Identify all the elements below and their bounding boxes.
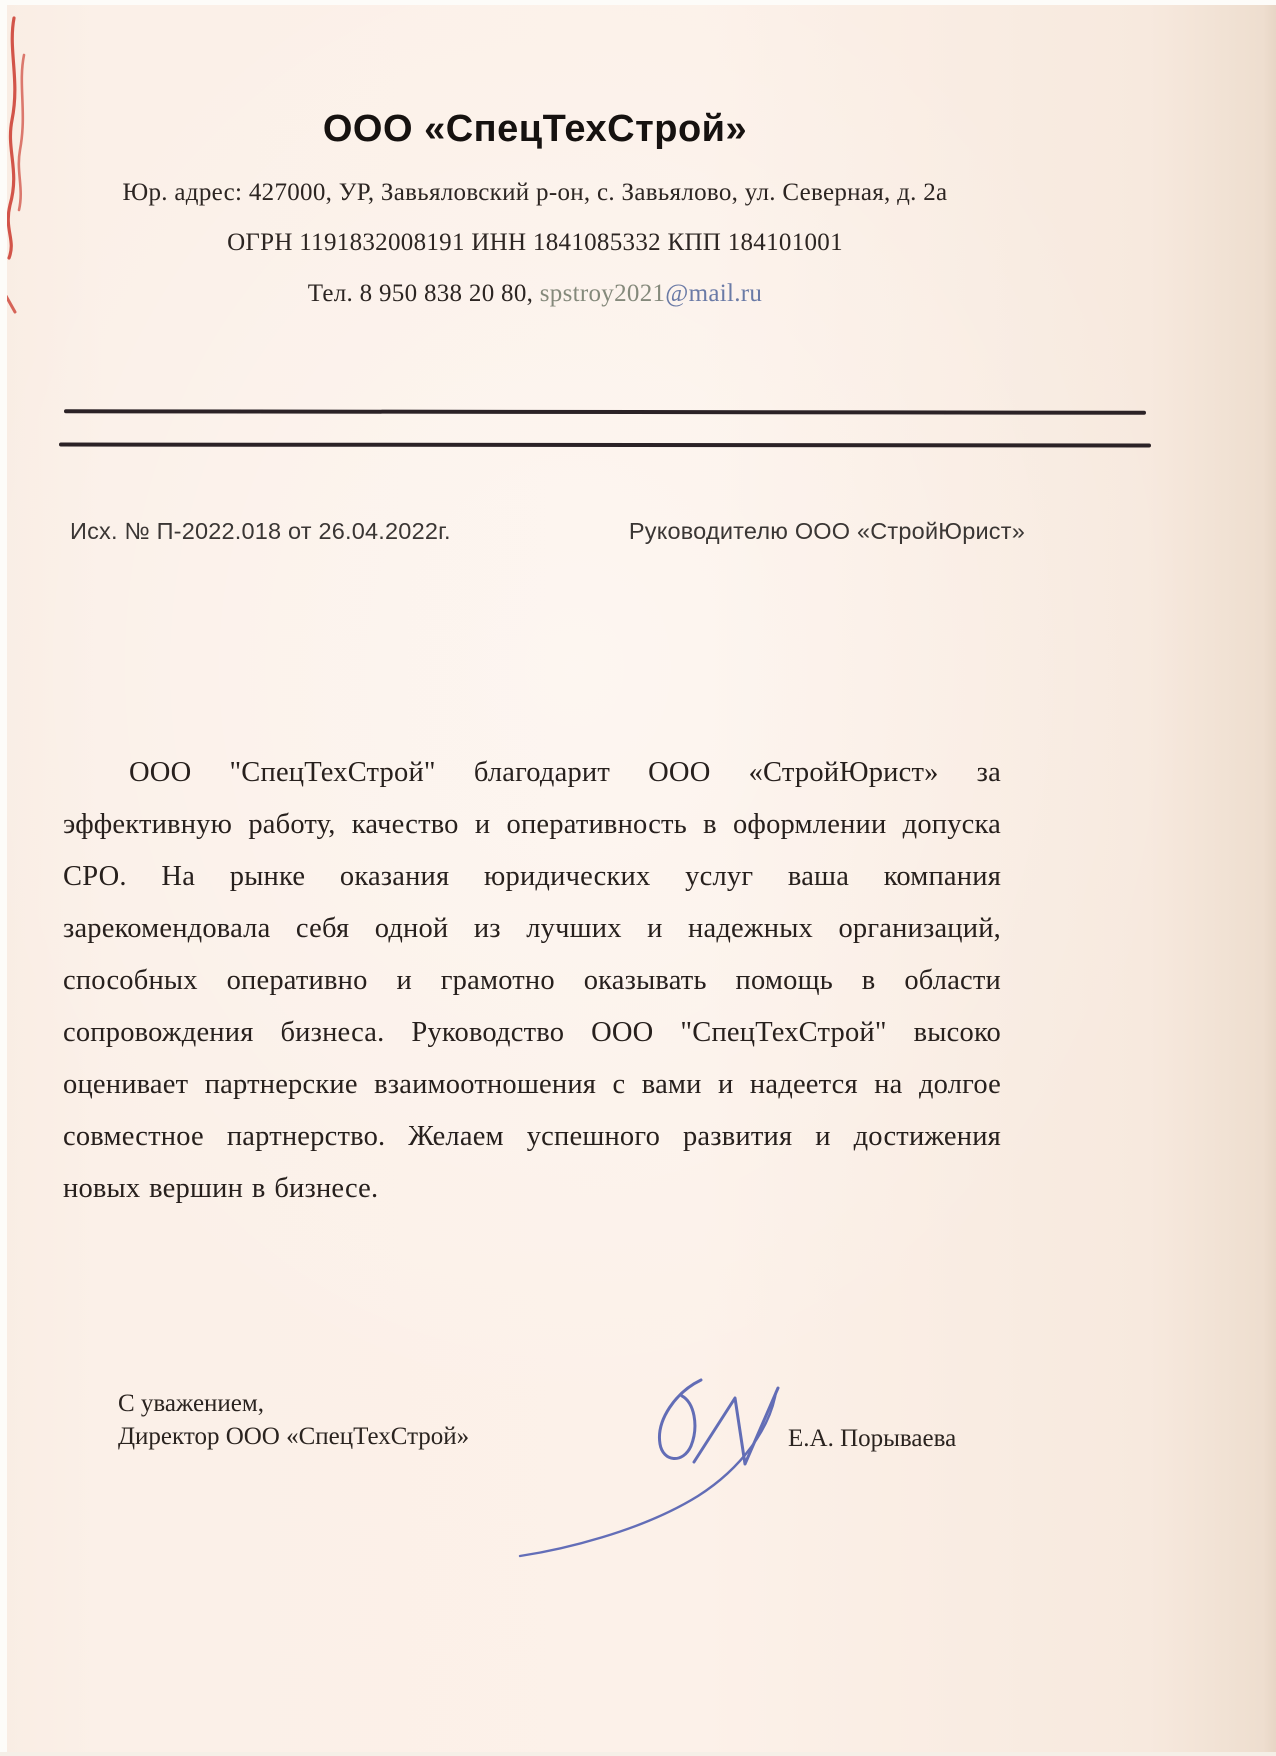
- letter-body-paragraph: ООО "СпецТехСтрой" благодарит ООО «СтройЮрист» за эффективную работу, качество и оперативность в оформлении допуска СРО. На рынке оказания юридических услуг ваша компания зарекомендовала себя одной из лучших и надежных организаций, способных оперативно и грамотно оказывать помощь в области сопровождения бизнеса. Руководство ООО "СпецТехСтрой" высоко оценивает партнерские взаимоотношения с вами и надеется на долгое совместное партнерство. Желаем успешного развития и достижения новых вершин в бизнесе.: [63, 757, 1001, 1204]
- addressee: Руководителю ООО «СтройЮрист»: [628, 518, 1025, 544]
- contact-line: [0, 280, 1070, 308]
- email-address-user: spstroy2021: [539, 280, 666, 307]
- horizontal-rule-bottom: [59, 443, 1151, 448]
- outgoing-number: Исх. № П-2022.018 от 26.04.2022г.: [70, 518, 451, 544]
- registration-numbers-line: ОГРН 1191832008191 ИНН 1841085332 КПП 184101001: [227, 229, 843, 256]
- scan-edge-left: [0, 0, 7, 1756]
- signer-name: Е.А. Порываева: [788, 1425, 957, 1452]
- company-name-title: ООО «СпецТехСтрой»: [322, 108, 748, 150]
- scan-edge-bottom: [0, 1752, 1276, 1756]
- scan-edge-top: [0, 0, 1276, 5]
- reference-row: [70, 518, 1025, 545]
- horizontal-rule-top: [64, 409, 1146, 415]
- handwritten-signature: [480, 1368, 820, 1568]
- phone-number: Тел. 8 950 838 20 80,: [307, 280, 540, 307]
- signer-title: Директор ООО «СпецТехСтрой»: [118, 1423, 470, 1450]
- salutation: С уважением,: [118, 1390, 264, 1417]
- legal-address-line: Юр. адрес: 427000, УР, Завьяловский р-он, с. Завьялово, ул. Северная, д. 2а: [122, 179, 948, 206]
- email-address-domain: @mail.ru: [665, 280, 763, 307]
